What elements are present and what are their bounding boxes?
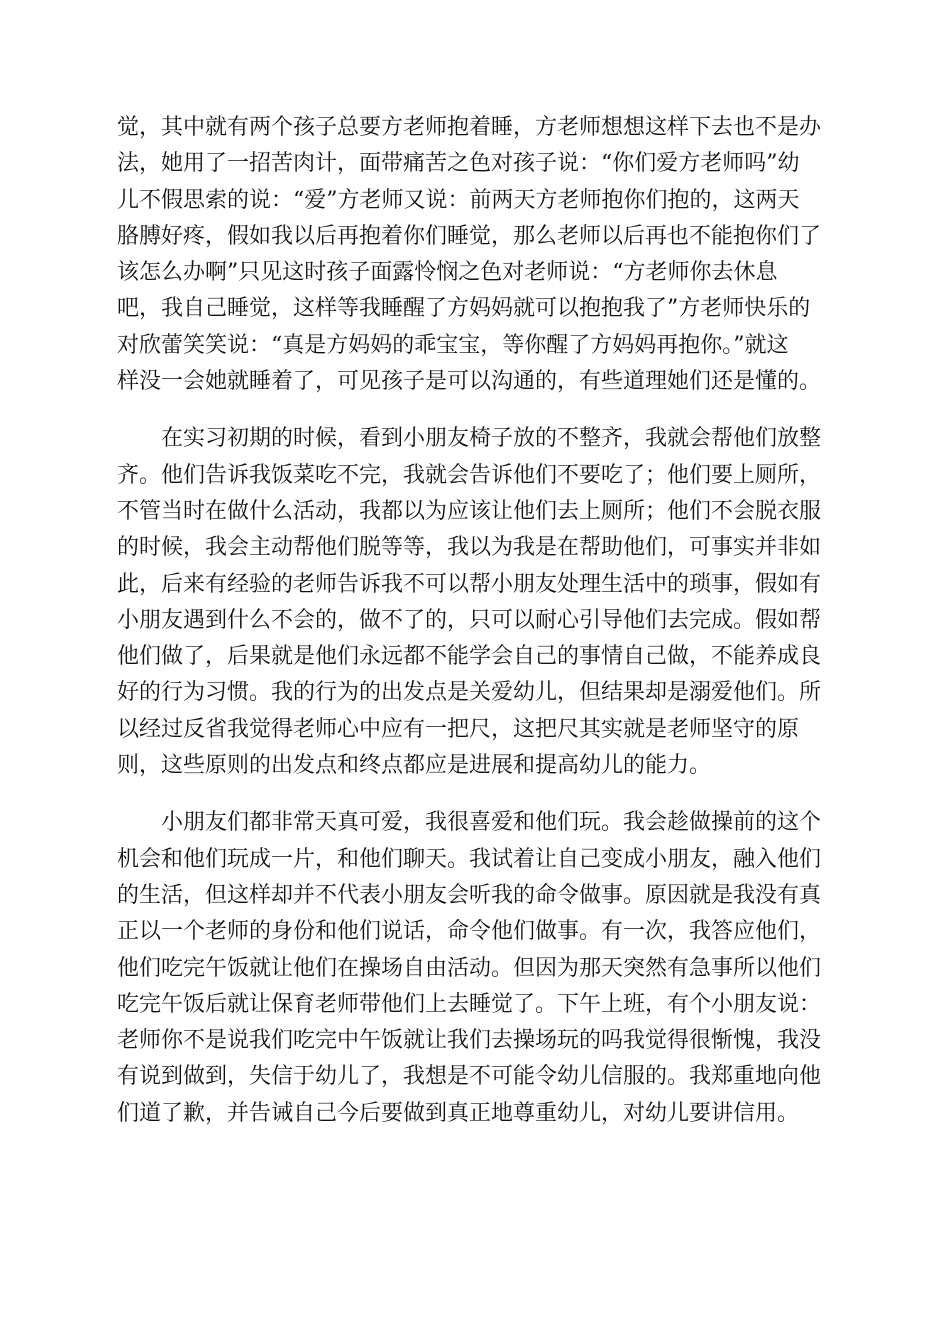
text-line: 儿不假思索的说：“爱”方老师又说：前两天方老师抱你们抱的，这两天 <box>117 187 800 213</box>
text-line: 小朋友遇到什么不会的，做不了的，只可以耐心引导他们去完成。假如帮 <box>117 607 822 633</box>
text-line: 对欣蕾笑笑说：“真是方妈妈的乖宝宝，等你醒了方妈妈再抱你。”就这 <box>117 332 789 358</box>
text-line: 该怎么办啊”只见这时孩子面露怜悯之色对老师说：“方老师你去休息 <box>117 260 778 286</box>
text-line: 齐。他们告诉我饭菜吃不完，我就会告诉他们不要吃了；他们要上厕所， <box>117 462 822 488</box>
text-line: 小朋友们都非常天真可爱，我很喜爱和他们玩。我会趁做操前的这个 <box>161 810 822 836</box>
text-line: 不管当时在做什么活动，我都以为应该让他们去上厕所；他们不会脱衣服 <box>117 498 822 524</box>
text-line: 此，后来有经验的老师告诉我不可以帮小朋友处理生活中的琐事，假如有 <box>117 571 822 597</box>
text-line: 的时候，我会主动帮他们脱等等，我以为我是在帮助他们，可事实并非如 <box>117 535 822 561</box>
text-line: 老师你不是说我们吃完中午饭就让我们去操场玩的吗我觉得很惭愧，我没 <box>117 1028 822 1054</box>
text-line: 机会和他们玩成一片，和他们聊天。我试着让自己变成小朋友，融入他们 <box>117 846 822 872</box>
text-line: 正以一个老师的身份和他们说话，命令他们做事。有一次，我答应他们， <box>117 919 822 945</box>
text-line: 法，她用了一招苦肉计，面带痛苦之色对孩子说：“你们爱方老师吗”幼 <box>117 151 800 177</box>
paragraph-spacer <box>117 400 833 421</box>
paragraph-3 <box>117 805 833 1132</box>
paragraph-1 <box>117 110 833 400</box>
text-line: 觉，其中就有两个孩子总要方老师抱着睡，方老师想想这样下去也不是办 <box>117 115 822 140</box>
text-line: 吃完午饭后就让保育老师带他们上去睡觉了。下午上班，有个小朋友说： <box>117 991 822 1017</box>
text-line: 则，这些原则的出发点和终点都应是进展和提高幼儿的能力。 <box>117 753 712 779</box>
document-body <box>117 110 833 1132</box>
text-line: 他们做了，后果就是他们永远都不能学会自己的事情自己做，不能养成良 <box>117 644 822 670</box>
text-line: 胳膊好疼，假如我以后再抱着你们睡觉，那么老师以后再也不能抱你们了 <box>117 223 822 249</box>
text-line: 在实习初期的时候，看到小朋友椅子放的不整齐，我就会帮他们放整 <box>161 426 822 452</box>
text-line: 以经过反省我觉得老师心中应有一把尺，这把尺其实就是老师坚守的原 <box>117 716 800 742</box>
text-line: 他们吃完午饭就让他们在操场自由活动。但因为那天突然有急事所以他们 <box>117 955 822 981</box>
text-line: 好的行为习惯。我的行为的出发点是关爱幼儿，但结果却是溺爱他们。所 <box>117 680 822 706</box>
text-line: 们道了歉，并告诫自己今后要做到真正地尊重幼儿，对幼儿要讲信用。 <box>117 1100 800 1126</box>
text-line: 样没一会她就睡着了，可见孩子是可以沟通的，有些道理她们还是懂的。 <box>117 369 822 395</box>
paragraph-spacer <box>117 784 833 805</box>
paragraph-2 <box>117 421 833 784</box>
text-line: 有说到做到，失信于幼儿了，我想是不可能令幼儿信服的。我郑重地向他 <box>117 1064 822 1090</box>
text-line: 吧，我自己睡觉，这样等我睡醒了方妈妈就可以抱抱我了”方老师快乐的 <box>117 296 811 322</box>
text-line: 的生活，但这样却并不代表小朋友会听我的命令做事。原因就是我没有真 <box>117 882 822 908</box>
